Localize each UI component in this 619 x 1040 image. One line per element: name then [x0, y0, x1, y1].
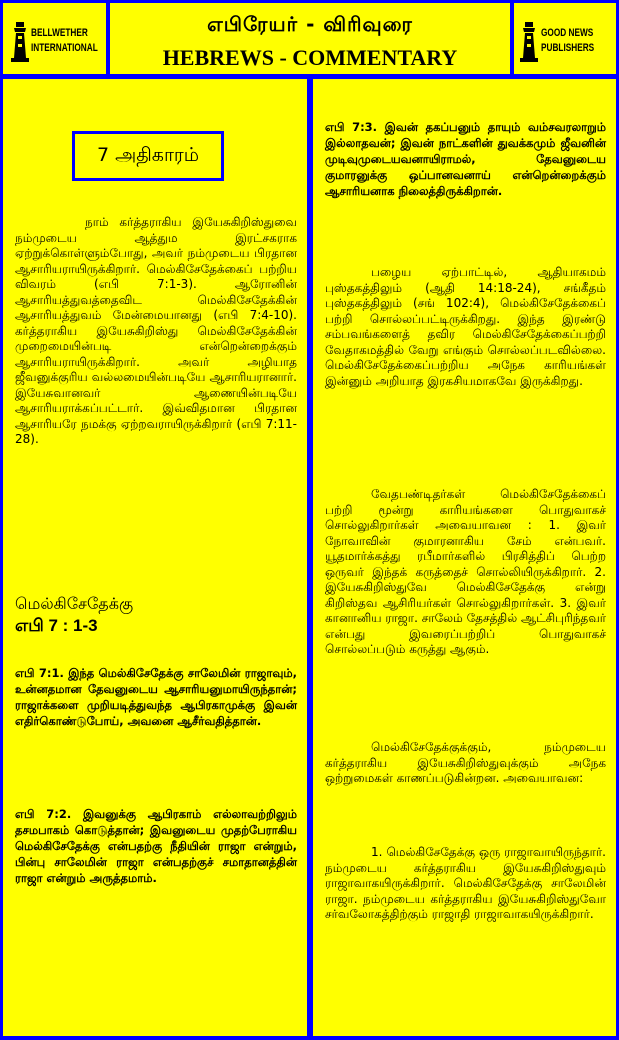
lighthouse-icon	[11, 20, 29, 62]
verse-7-1: எபி 7:1. இந்த மெல்கிசேதேக்கு சாலேமின் ராஜாவும், உன்னதமான தேவனுடைய ஆசாரியனுமாயிருந்தான்; ராஜாக்களை முறியடித்துவந்த ஆபிரகாமுக்கு இவன் எதிர்கொண்டுபோய், அவனை ஆசீர்வதித்தான்.	[15, 666, 297, 728]
commentary-paragraph-1: பழைய ஏற்பாட்டில், ஆதியாகமம் புஸ்தகத்திலும் (ஆதி 14:18-24), சங்கீதம் புஸ்தகத்திலும் (சங் 102:4), மெல்கிசேதேக்கைப் பற்றி சொல்லப்பட்டிருக்கிறது. இந்த இரண்டு சம்பவங்களைத் தவிர மெல்கிசேதேக்கைப்பற்றி வேதாகமத்தில் வேறு எங்கும் சொல்லப்படவில்லை. மெல்கிசேதேக்கைப்பற்றிய அநேக காரியங்கள் இன்னும் அறியாத இரகசியமாகவே இருக்கிறது.	[325, 265, 606, 388]
section-title-line-2: எபி 7 : 1-3	[15, 616, 98, 635]
verse-7-2: எபி 7:2. இவனுக்கு ஆபிரகாம் எல்லாவற்றிலும் தசமபாகம் கொடுத்தான்; இவனுடைய முதற்பேராகிய மெல்கிசேதேக்கு என்பதற்கு நீதியின் ராஜா என்றும், பின்பு சாலேமின் ராஜா என்பதற்குச் சமாதானத்தின் ராஜா என்றும் அருத்தமாம்.	[15, 807, 297, 885]
header-title-panel	[110, 3, 510, 74]
good-news-line-2: PUBLISHERS	[541, 42, 595, 54]
header-right-logo-panel	[514, 3, 616, 74]
left-column	[3, 79, 307, 1036]
chapter-heading-box	[72, 131, 224, 181]
verse-7-3: எபி 7:3. இவன் தகப்பனும் தாயும் வம்சவரலாறும் இல்லாதவன்; இவன் நாட்களின் துவக்கமும் ஜீவனின் முடிவுமுடையவனாயிராமல், தேவனுடைய குமாரனுக்கு ஒப்பானவனாய் என்றென்றைக்கும் ஆசாரியனாக நிலைத்திருக்கிறான்.	[325, 120, 606, 198]
chapter-label: 7 அதிகாரம்	[97, 144, 199, 167]
bellwether-line-2: INTERNATIONAL	[31, 42, 98, 54]
lighthouse-icon	[520, 20, 538, 62]
header-left-logo-panel	[3, 3, 106, 74]
commentary-paragraph-2: வேதபண்டிதர்கள் மெல்கிசேதேக்கைப் பற்றி மூன்று காரியங்களை பொதுவாகச் சொல்லுகிறார்கள் அவையாவன : 1. இவர் நோவாவின் குமாரனாகிய சேம் என்பவர். யூதமார்க்கத்து ரபீமார்களில் பிரசித்திப் பெற்ற ஒருவர் இந்தக் கருத்தைச் சொல்லியிருக்கிறார். 2. இயேசுகிறிஸ்துவே மெல்கிசேதேக்கு என்று கிறிஸ்தவ ஆசிரியர்கள் சொல்லுகிறார்கள். 3. இவர் கானானிய ராஜா. சாலேம் தேசத்தில் ஆட்சிபுரிந்தவர் என்பது இவரைப்பற்றிப் பொதுவாகச் சொல்லப்படும் கருத்து ஆகும்.	[325, 487, 606, 656]
bellwether-logo	[11, 20, 120, 62]
section-title-line-1: மெல்கிசேதேக்கு	[15, 594, 134, 613]
good-news-line-1: GOOD NEWS	[541, 27, 594, 39]
intro-paragraph: நாம் கர்த்தராகிய இயேசுகிறிஸ்துவை நம்முடைய ஆத்தும இரட்சகராக ஏற்றுக்கொள்ளும்போது, அவர் நம்முடைய பிரதான ஆசாரியராயிருக்கிறார். மெல்கிசேதேக்கைப் பற்றிய விவரம் (எபி 7:1-3). ஆரோனின் ஆசாரியத்துவத்தைவிட மெல்கிசேதேக்கின் ஆசாரியத்துவம் மேன்மையானது (எபி 7:4-10). கர்த்தராகிய இயேசுகிறிஸ்து மெல்கிசேதேக்கின் முறைமையின்படி என்றென்றைக்கும் ஆசாரியராயிருக்கிறார். அவர் அழியாத ஜீவனுக்குரிய வல்லமையின்படியே ஆசாரியரானார். இயேசுவானவர் ஆணையின்படியே ஆசாரியராக்கப்பட்டார். இவ்விதமான பிரதான ஆசாரியரே நமக்கு ஏற்றவராயிருக்கிறார் (எபி 7:11-28).	[15, 215, 297, 446]
title-english: HEBREWS - COMMENTARY	[162, 45, 458, 70]
section-heading	[15, 593, 133, 637]
title-tamil: எபிரேயர் - விரிவுரை	[207, 12, 413, 36]
bellwether-line-1: BELLWETHER	[31, 27, 88, 39]
good-news-logo	[520, 20, 612, 62]
commentary-paragraph-3: மெல்கிசேதேக்குக்கும், நம்முடைய கர்த்தராகிய இயேசுகிறிஸ்துவுக்கும் அநேக ஒற்றுமைகள் காணப்படுகின்றன. அவையாவன:	[325, 740, 606, 785]
commentary-paragraph-4: 1. மெல்கிசேதேக்கு ஒரு ராஜாவாயிருந்தார். நம்முடைய கர்த்தராகிய இயேசுகிறிஸ்துவும் ராஜாவாகயிருக்கிறார். மெல்கிசேதேக்கு சாலேமின் ராஜா. நம்முடைய கர்த்தராகிய இயேசுகிறிஸ்துவோ சர்வலோகத்திற்கும் ராஜாதி ராஜாவாகயிருக்கிறார்.	[325, 845, 606, 921]
right-column	[313, 79, 616, 1036]
